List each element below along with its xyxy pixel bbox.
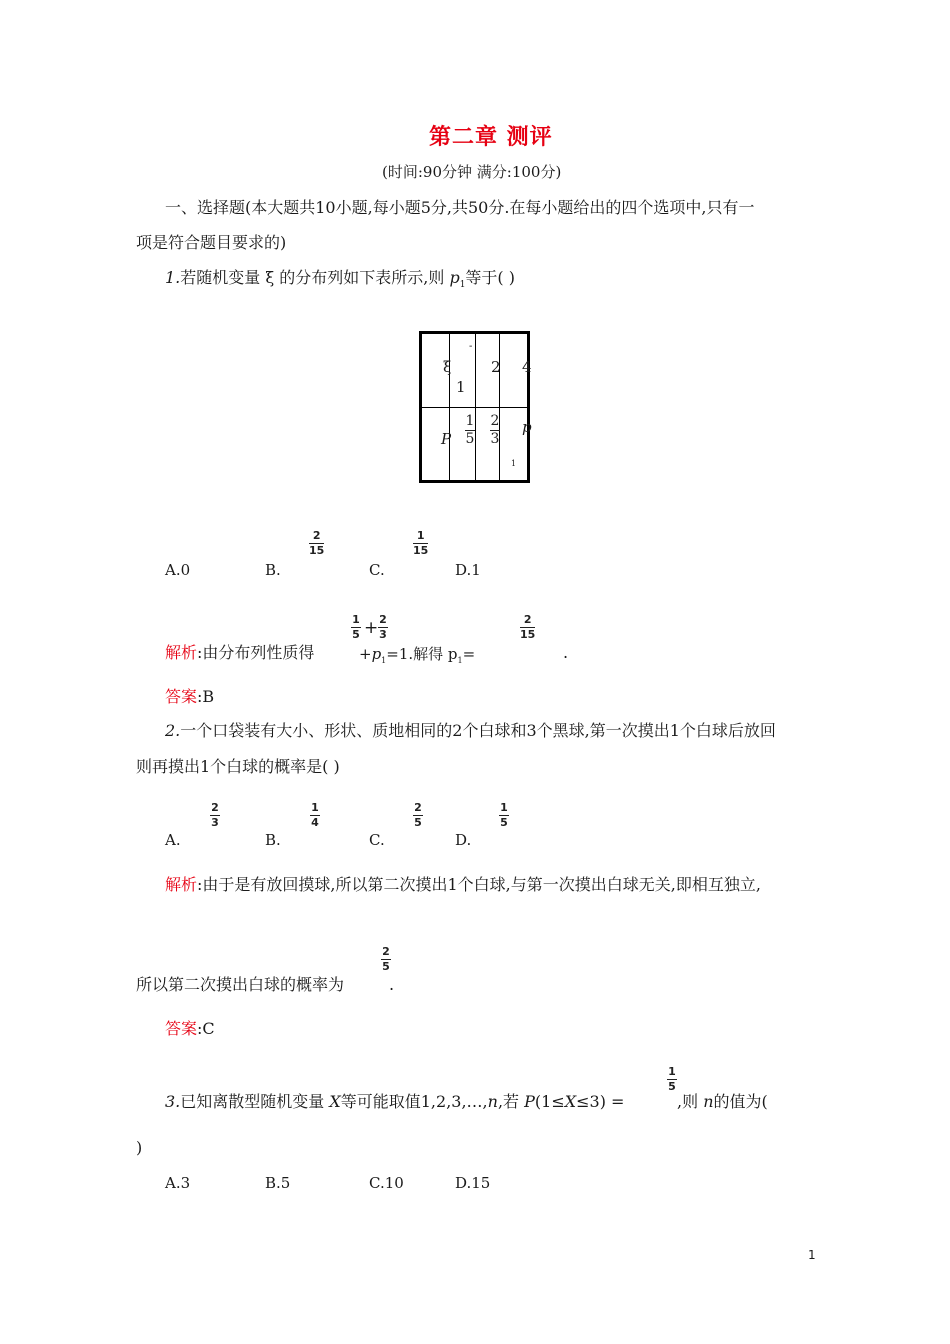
q2-option-b: B. <box>265 831 281 849</box>
q1-answer <box>165 689 214 705</box>
section-instruction-line2: 项是符合题目要求的) <box>136 233 287 252</box>
q1-option-c: C. <box>369 561 385 579</box>
q2-analysis-period: . <box>389 975 395 994</box>
question-1-stem <box>165 270 515 290</box>
q2-option-b-fraction: 1 4 <box>311 801 319 829</box>
q2-answer-label: 答案 <box>165 1019 198 1038</box>
q1-analysis-label: 解析 <box>165 643 198 662</box>
table-p1-label: p <box>522 418 532 436</box>
table-fraction-one-fifth: 1 5 <box>465 413 475 447</box>
q3-option-c: C.10 <box>369 1174 404 1192</box>
q1-analysis-plus: + <box>364 618 379 638</box>
question-3-number: 3. <box>165 1092 181 1111</box>
q1-analysis-frac-a: 1 5 <box>352 613 360 641</box>
question-3-stem-end: ,则 n的值为( <box>677 1092 768 1111</box>
q1-answer-label: 答案 <box>165 687 198 706</box>
q2-option-a: A. <box>165 831 181 849</box>
q2-option-d: D. <box>455 831 472 849</box>
page-number: 1 <box>808 1248 816 1262</box>
q1-analysis-frac-b: 2 3 <box>379 613 387 641</box>
table-value-2: 2 <box>491 358 501 376</box>
page-title: 第二章 测评 <box>429 124 553 150</box>
table-p1-subscript: 1 <box>511 459 517 468</box>
q2-analysis-label: 解析 <box>165 875 198 894</box>
question-2-stem-line2: 则再摸出1个白球的概率是( ) <box>136 757 340 776</box>
section-instruction-line1: 一、选择题(本大题共10小题,每小题5分,共50分.在每小题给出的四个选项中,只有一 <box>165 198 755 217</box>
q3-option-b: B.5 <box>265 1174 291 1192</box>
q1-analysis <box>165 645 314 661</box>
q1-option-d: D.1 <box>455 561 481 579</box>
q1-analysis-result-fraction: 2 15 <box>520 613 536 641</box>
q2-analysis-fraction: 2 5 <box>382 945 390 973</box>
question-3-stem-line2: ) <box>136 1138 143 1157</box>
question-1-var-p: p <box>449 268 460 287</box>
q2-option-d-fraction: 1 5 <box>500 801 508 829</box>
table-divider <box>422 407 527 408</box>
q2-option-c-fraction: 2 5 <box>414 801 422 829</box>
question-1-number: 1. <box>165 268 181 287</box>
q2-option-c: C. <box>369 831 385 849</box>
question-2-stem-line1: 2.一个口袋装有大小、形状、质地相同的2个白球和3个黑球,第一次摸出1个白球后放回 <box>165 721 776 740</box>
page-subtitle: (时间:90分钟 满分:100分) <box>382 163 562 181</box>
question-2-number: 2. <box>165 721 181 740</box>
q1-option-c-fraction: 1 15 <box>413 529 429 557</box>
q1-answer-value: :B <box>197 687 215 706</box>
table-xi-label: ξ <box>443 358 452 376</box>
q3-option-a: A.3 <box>165 1174 191 1192</box>
distribution-table <box>419 331 530 483</box>
table-fraction-two-thirds: 2 3 <box>490 413 500 447</box>
q2-analysis-text: :由于是有放回摸球,所以第二次摸出1个白球,与第一次摸出白球无关,即相互独立, <box>197 875 761 894</box>
q1-option-b: B. <box>265 561 281 579</box>
q2-analysis-line2: 所以第二次摸出白球的概率为 <box>136 975 345 994</box>
table-p-label: P <box>441 430 452 448</box>
q3-option-d: D.15 <box>455 1174 491 1192</box>
table-value-1: 1 <box>456 378 466 396</box>
question-3-fraction: 1 5 <box>668 1065 676 1093</box>
q1-option-b-fraction: 2 15 <box>309 529 325 557</box>
question-1-text: 若随机变量 ξ 的分布列如下表所示,则 <box>180 268 450 287</box>
table-value-4: 4 <box>522 358 532 376</box>
q2-analysis <box>165 877 761 893</box>
q1-analysis-continuation: $+p_1=1$.解得 $p_1=$ <box>359 645 476 665</box>
q1-analysis-period: . <box>563 643 569 662</box>
q2-answer-value: :C <box>197 1019 215 1038</box>
question-3-stem: 3.已知离散型随机变量 X等可能取值1,2,3,…,n,若 P(1≤X≤3) = <box>165 1092 625 1111</box>
q1-option-a: A.0 <box>165 561 191 579</box>
q2-answer <box>165 1021 215 1037</box>
question-1-var-sub: 1 <box>459 280 466 291</box>
question-1-text-end: 等于( ) <box>465 268 515 287</box>
table-minus-sign: - <box>469 341 473 352</box>
q1-analysis-text: :由分布列性质得 <box>197 643 315 662</box>
q2-option-a-fraction: 2 3 <box>211 801 219 829</box>
